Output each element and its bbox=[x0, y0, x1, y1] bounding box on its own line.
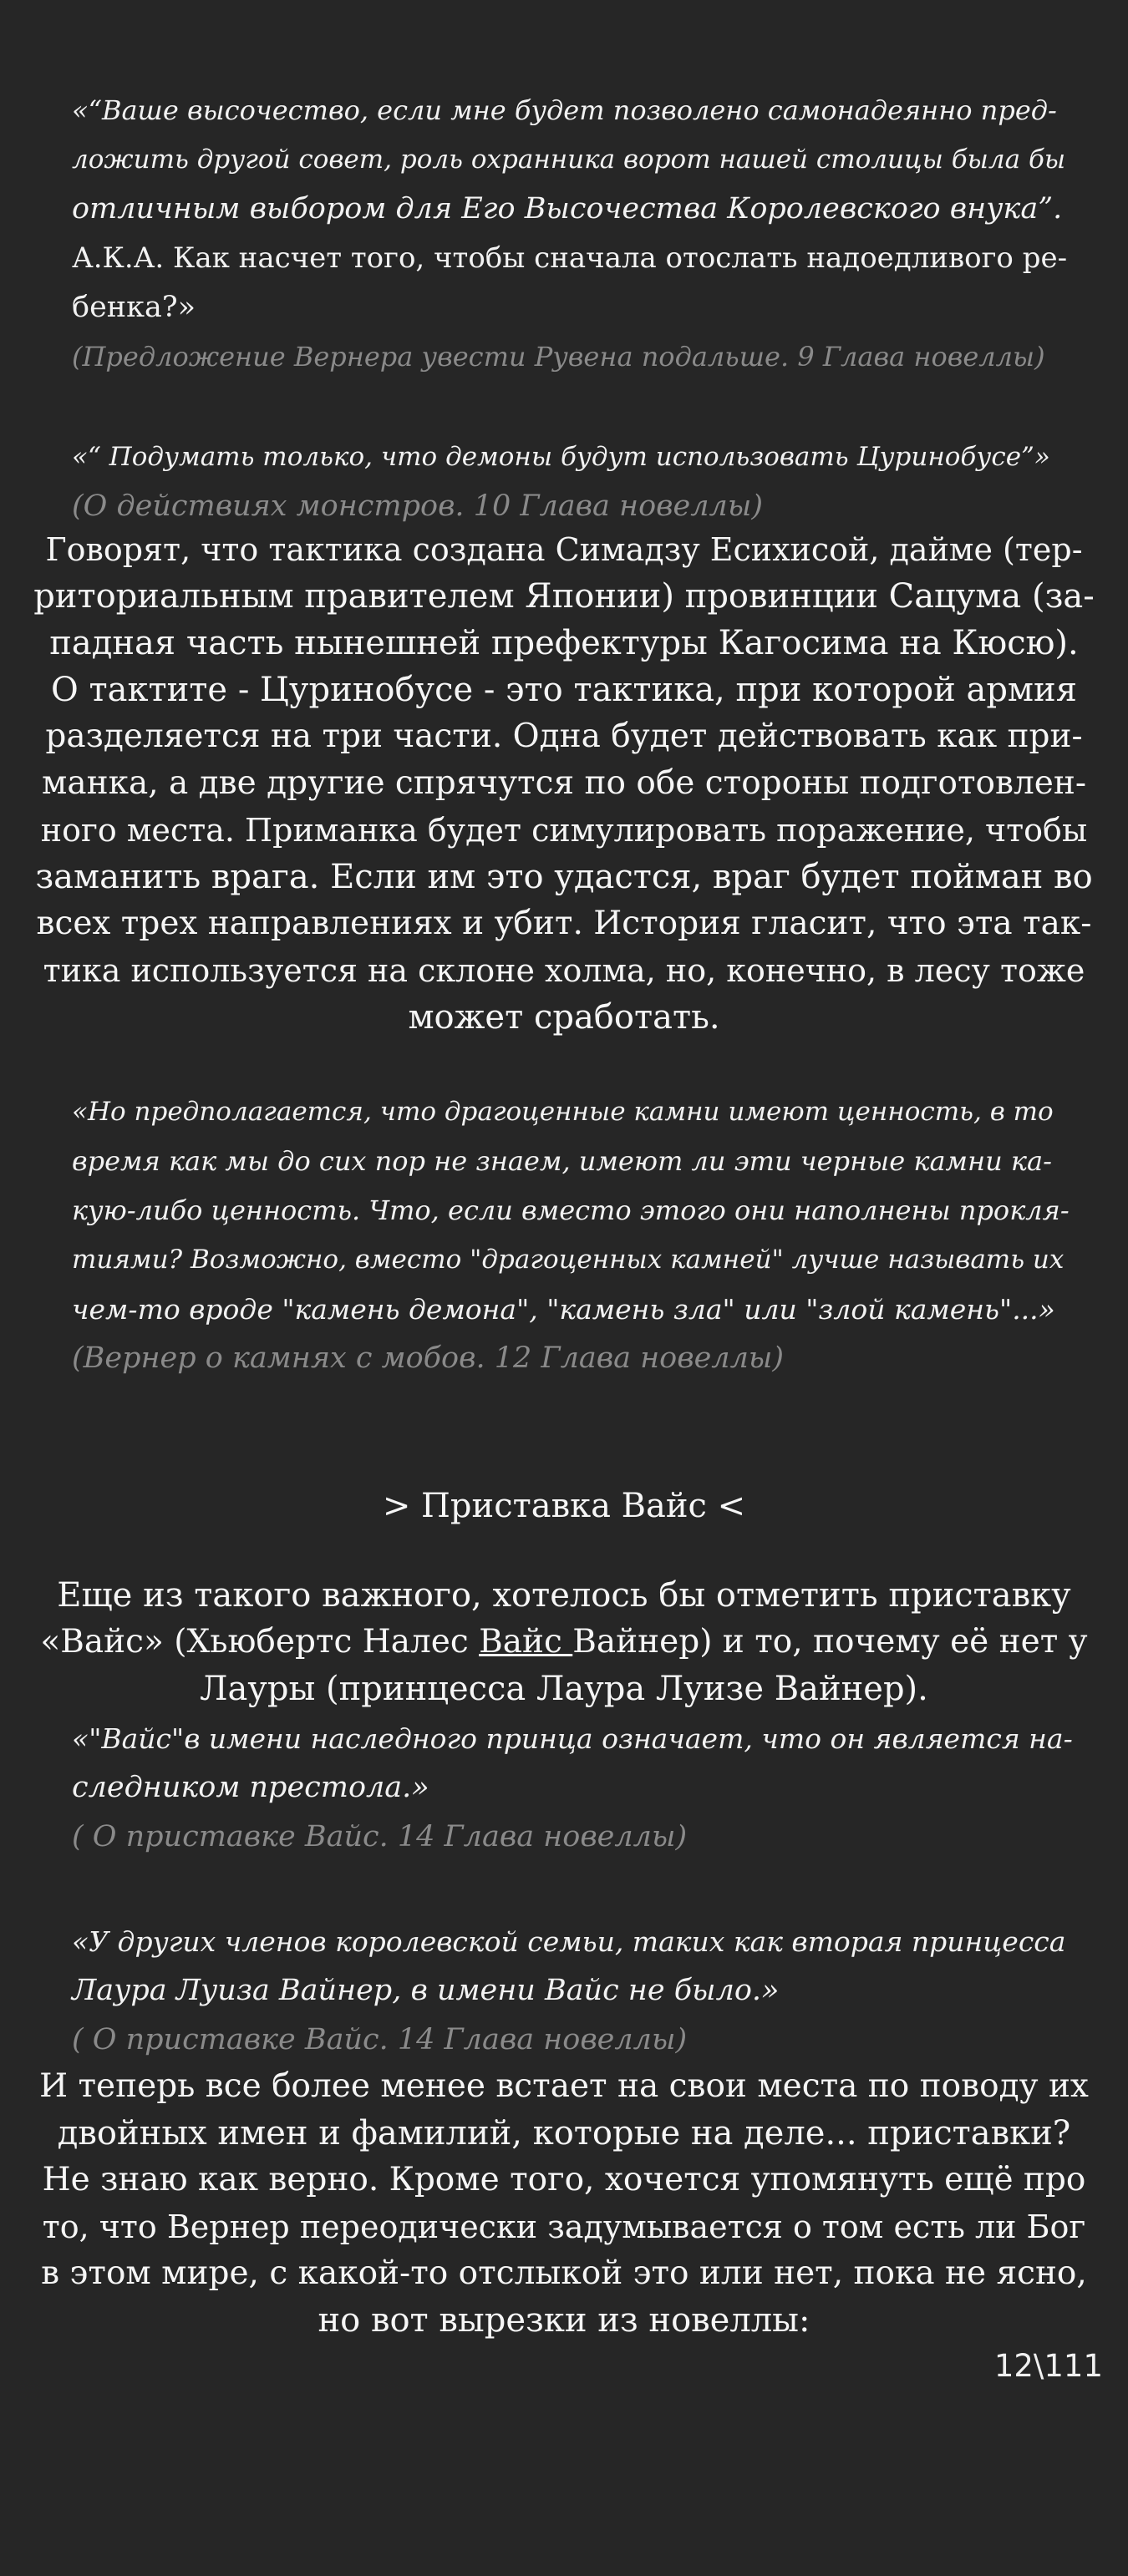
page-number: 12\111 bbox=[993, 2348, 1103, 2384]
text-line bbox=[33, 1619, 1095, 1666]
quote-line: отличным выбором для Его Высочества Королевского внука”. bbox=[72, 192, 1063, 226]
text-line: манка, а две другие спрячутся по обе стороны подготовлен- bbox=[42, 764, 1086, 802]
quote-line: «"Вайс"в имени наследного принца означает, что он является на- bbox=[72, 1722, 1073, 1755]
quote-source: (О действиях монстров. 10 Глава новеллы) bbox=[72, 489, 763, 523]
quote-line: ложить другой совет, роль охранника ворот нашей столицы была бы bbox=[72, 145, 1066, 175]
text-line: Лауры (принцесса Лаура Луизе Вайнер). bbox=[200, 1670, 928, 1708]
text-line: тика используется на склоне холма, но, конечно, в лесу тоже bbox=[43, 952, 1085, 989]
quote-source: ( О приставке Вайс. 14 Глава новеллы) bbox=[72, 2023, 688, 2056]
text-line: двойных имен и фамилий, которые на деле... приставки? bbox=[57, 2114, 1071, 2153]
section-intro bbox=[33, 1572, 1095, 1712]
text-line: то, что Вернер переодически задумывается о том есть ли Бог bbox=[42, 2208, 1086, 2245]
quote-line: время как мы до сих пор не знаем, имеют ли эти черные камни ка- bbox=[72, 1145, 1052, 1177]
quote-source: ( О приставке Вайс. 14 Глава новеллы) bbox=[72, 1820, 688, 1853]
text-line: Говорят, что тактика создана Симадзу Есихисой, дайме (тер- bbox=[45, 531, 1083, 568]
section-heading: > Приставка Вайс < bbox=[382, 1487, 746, 1525]
text-line: ного места. Приманка будет симулировать поражение, чтобы bbox=[40, 812, 1088, 849]
quote-line: «Но предполагается, что драгоценные камни имеют ценность, в то bbox=[72, 1097, 1054, 1127]
quote-block-5 bbox=[72, 1917, 1066, 2065]
quote-line: чем-то вроде "камень демона", "камень зла" или "злой камень"...» bbox=[72, 1293, 1055, 1326]
quote-line: кую-либо ценность. Что, если вместо этого они наполнены прокля- bbox=[72, 1194, 1070, 1226]
text-line: но вот вырезки из новеллы: bbox=[318, 2301, 810, 2340]
quote-line: Лаура Луиза Вайнер, в имени Вайс не было.» bbox=[72, 1974, 780, 2007]
explanation-block-1 bbox=[33, 526, 1095, 1041]
text-segment: Вайнер) и то, почему её нет у bbox=[572, 1623, 1088, 1661]
quote-line: «“Ваше высочество, если мне будет позволено самонадеянно пред- bbox=[72, 94, 1057, 126]
explanation-block-2 bbox=[33, 2063, 1095, 2344]
quote-line: бенка?» bbox=[72, 291, 196, 324]
text-line: риториальным правителем Японии) провинции Сацума (за- bbox=[33, 577, 1095, 616]
quote-block-1 bbox=[72, 86, 1066, 382]
text-line: разделяется на три части. Одна будет действовать как при- bbox=[45, 718, 1083, 755]
quote-block-3 bbox=[72, 1088, 1070, 1383]
quote-line: А.К.А. Как насчет того, чтобы сначала отослать надоедливого ре- bbox=[72, 241, 1068, 275]
text-line: Не знаю как верно. Кроме того, хочется упомянуть ещё про bbox=[42, 2161, 1086, 2198]
text-line: падная часть нынешней префектуры Кагосима на Кюсю). bbox=[49, 624, 1079, 662]
text-line: в этом мире, с какой-то отслыкой это или нет, пока не ясно, bbox=[41, 2254, 1087, 2292]
text-line: И теперь все более менее встает на свои места по поводу их bbox=[39, 2067, 1089, 2105]
quote-block-2 bbox=[72, 433, 1066, 531]
text-line: может сработать. bbox=[408, 998, 720, 1037]
section-heading-wrap bbox=[33, 1483, 1095, 1529]
text-line: заманить врага. Если им это удастся, враг будет пойман во bbox=[35, 858, 1093, 896]
text-line: Еще из такого важного, хотелось бы отметить приставку bbox=[57, 1576, 1071, 1615]
text-line: всех трех направлениях и убит. История гласит, что эта так- bbox=[36, 905, 1092, 942]
text-segment: «Вайс» (Хьюбертс Налес bbox=[40, 1623, 480, 1661]
quote-block-4 bbox=[72, 1714, 1073, 1862]
quote-source: (Предложение Вернера увести Рувена подальше. 9 Глава новеллы) bbox=[72, 341, 1045, 373]
quote-line: «“ Подумать только, что демоны будут использовать Цуринобусе”» bbox=[72, 442, 1050, 472]
quote-line: следником престола.» bbox=[72, 1771, 429, 1804]
quote-line: «У других членов королевской семьи, таких как вторая принцесса bbox=[72, 1925, 1066, 1958]
quote-line: тиями? Возможно, вместо "драгоценных камней" лучше называть их bbox=[72, 1245, 1064, 1275]
quote-source: (Вернер о камнях с мобов. 12 Глава новеллы) bbox=[72, 1341, 785, 1375]
underlined-prefix: Вайс bbox=[479, 1623, 573, 1661]
text-line: О тактите - Цуринобусе - это тактика, при которой армия bbox=[51, 671, 1077, 709]
